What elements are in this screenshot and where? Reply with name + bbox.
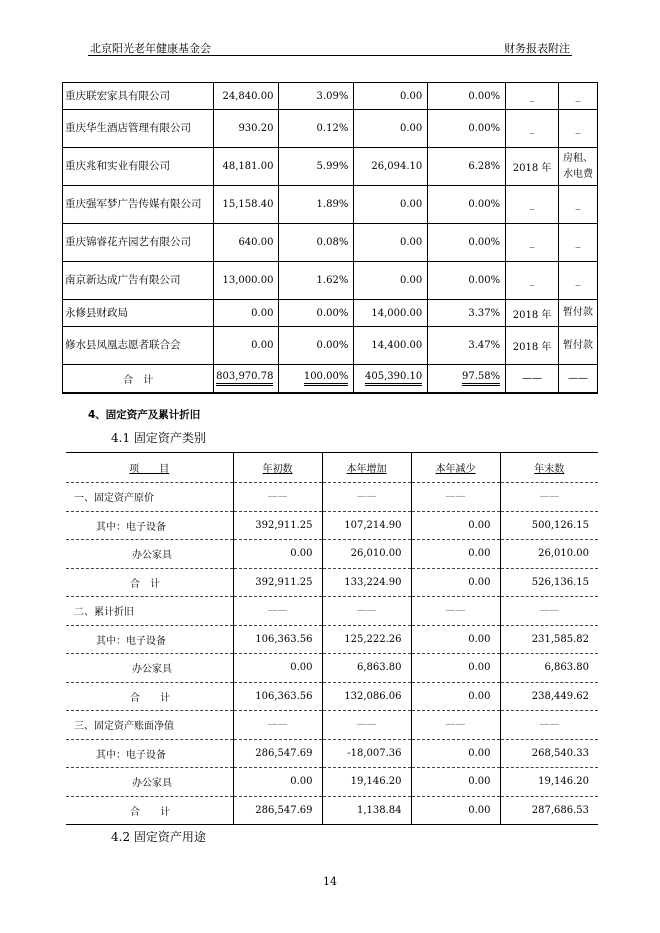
column-header: 项 目: [129, 464, 170, 475]
row-label-cell: 办公家具: [66, 654, 233, 683]
table-row: [66, 711, 598, 740]
ratio-begin-cell: 3.09%: [279, 83, 354, 110]
aging-cell: _: [506, 110, 559, 148]
dash-cell: ——: [500, 711, 598, 740]
row-label-cell: 三、固定资产账面净值: [66, 711, 233, 740]
value-cell: 19,146.20: [500, 768, 598, 797]
column-header-cell: [233, 453, 322, 483]
note-cell: _: [559, 110, 598, 148]
value-cell: 106,363.56: [233, 682, 322, 711]
value-cell: 286,547.69: [233, 739, 322, 768]
value-cell: 6,863.80: [322, 654, 411, 683]
note-cell: _: [559, 262, 598, 300]
value-cell: 287,686.53: [500, 796, 598, 825]
table-row: [63, 300, 598, 327]
ratio-end-cell: 0.00%: [428, 110, 506, 148]
column-header-cell: [411, 453, 500, 483]
amount-end-cell: 14,000.00: [354, 300, 428, 327]
value-cell: 500,126.15: [500, 511, 598, 540]
total-value: 803,970.78: [216, 371, 273, 386]
company-name-cell: 重庆华生酒店管理有限公司: [63, 110, 214, 148]
ratio-end-cell: 0.00%: [428, 262, 506, 300]
aging-cell: _: [506, 224, 559, 262]
amount-begin-cell: 24,840.00: [214, 83, 279, 110]
total-value: 100.00%: [304, 371, 349, 386]
company-name-cell: 南京新达成广告有限公司: [63, 262, 214, 300]
aging-cell: _: [506, 83, 559, 110]
row-label-cell: 办公家具: [66, 540, 233, 569]
section-4-2-heading: 4.2 固定资产用途: [111, 830, 206, 844]
table-row: [66, 682, 598, 711]
total-dash-cell: ——: [506, 365, 559, 393]
aging-cell: 2018 年: [506, 327, 559, 365]
ratio-begin-cell: 0.00%: [279, 300, 354, 327]
table-row: [66, 625, 598, 654]
aging-cell: _: [506, 262, 559, 300]
total-value-cell: [279, 365, 354, 393]
amount-begin-cell: 0.00: [214, 300, 279, 327]
ratio-end-cell: 3.47%: [428, 327, 506, 365]
row-label-cell: 合 计: [66, 796, 233, 825]
row-label-cell: 办公家具: [66, 768, 233, 797]
value-cell: 26,010.00: [500, 540, 598, 569]
value-cell: 107,214.90: [322, 511, 411, 540]
table-row: [63, 148, 598, 186]
value-cell: 0.00: [411, 739, 500, 768]
value-cell: 392,911.25: [233, 568, 322, 597]
value-cell: 286,547.69: [233, 796, 322, 825]
table-row: [66, 568, 598, 597]
total-value-cell: [214, 365, 279, 393]
ratio-begin-cell: 1.89%: [279, 186, 354, 224]
column-header-cell: [500, 453, 598, 483]
dash-cell: ——: [411, 711, 500, 740]
company-name-cell: 重庆强军梦广告传媒有限公司: [63, 186, 214, 224]
dash-cell: ——: [233, 597, 322, 626]
table-row: [66, 540, 598, 569]
fixed-asset-category-table: [66, 452, 598, 825]
value-cell: 0.00: [233, 540, 322, 569]
value-cell: 0.00: [411, 768, 500, 797]
column-header: 本年增加: [346, 464, 387, 475]
value-cell: 268,540.33: [500, 739, 598, 768]
row-label-cell: 其中：电子设备: [66, 511, 233, 540]
amount-end-cell: 0.00: [354, 262, 428, 300]
dash-cell: ——: [322, 711, 411, 740]
company-name-cell: 重庆兆和实业有限公司: [63, 148, 214, 186]
value-cell: 0.00: [411, 625, 500, 654]
value-cell: 0.00: [411, 796, 500, 825]
receivables-detail-table: [62, 82, 598, 394]
value-cell: 0.00: [411, 654, 500, 683]
value-cell: 106,363.56: [233, 625, 322, 654]
amount-begin-cell: 640.00: [214, 224, 279, 262]
aging-cell: _: [506, 186, 559, 224]
value-cell: 0.00: [411, 511, 500, 540]
ratio-end-cell: 0.00%: [428, 224, 506, 262]
total-value-cell: [354, 365, 428, 393]
company-name-cell: 重庆联宏家具有限公司: [63, 83, 214, 110]
value-cell: -18,007.36: [322, 739, 411, 768]
column-header-cell: [322, 453, 411, 483]
dash-cell: ——: [322, 483, 411, 512]
amount-end-cell: 14,400.00: [354, 327, 428, 365]
note-cell: 暂付款: [559, 327, 598, 365]
amount-begin-cell: 930.20: [214, 110, 279, 148]
header-rule: [88, 55, 572, 56]
dash-cell: ——: [500, 483, 598, 512]
value-cell: 26,010.00: [322, 540, 411, 569]
amount-end-cell: 26,094.10: [354, 148, 428, 186]
header-org-name: 北京阳光老年健康基金会: [90, 42, 211, 55]
amount-end-cell: 0.00: [354, 186, 428, 224]
row-label-cell: 二、累计折旧: [66, 597, 233, 626]
ratio-end-cell: 3.37%: [428, 300, 506, 327]
value-cell: 0.00: [233, 768, 322, 797]
table-row: [63, 110, 598, 148]
value-cell: 19,146.20: [322, 768, 411, 797]
aging-cell: 2018 年: [506, 148, 559, 186]
column-header: 本年减少: [435, 464, 476, 475]
amount-end-cell: 0.00: [354, 224, 428, 262]
table-row: [63, 83, 598, 110]
table-row: [66, 739, 598, 768]
company-name-cell: 永修县财政局: [63, 300, 214, 327]
table-row: [63, 224, 598, 262]
amount-begin-cell: 0.00: [214, 327, 279, 365]
ratio-begin-cell: 0.12%: [279, 110, 354, 148]
note-cell: _: [559, 83, 598, 110]
value-cell: 132,086.06: [322, 682, 411, 711]
ratio-begin-cell: 0.00%: [279, 327, 354, 365]
note-cell: _: [559, 186, 598, 224]
amount-end-cell: 0.00: [354, 110, 428, 148]
ratio-end-cell: 6.28%: [428, 148, 506, 186]
table-row: [66, 483, 598, 512]
total-value: 97.58%: [462, 371, 500, 386]
table-row: [66, 511, 598, 540]
section-4-1-heading: 4.1 固定资产类别: [111, 431, 206, 445]
company-name-cell: 重庆锦睿花卉园艺有限公司: [63, 224, 214, 262]
table-row: [63, 327, 598, 365]
ratio-begin-cell: 0.08%: [279, 224, 354, 262]
column-header: 年初数: [262, 464, 293, 475]
amount-begin-cell: 48,181.00: [214, 148, 279, 186]
dash-cell: ——: [411, 483, 500, 512]
value-cell: 125,222.26: [322, 625, 411, 654]
value-cell: 0.00: [233, 654, 322, 683]
value-cell: 0.00: [411, 540, 500, 569]
amount-end-cell: 0.00: [354, 83, 428, 110]
ratio-end-cell: 0.00%: [428, 186, 506, 224]
dash-cell: ——: [500, 597, 598, 626]
column-header-cell: [66, 453, 233, 483]
total-label-cell: 合 计: [63, 365, 214, 393]
header-section-title: 财务报表附注: [504, 42, 570, 55]
row-label-cell: 一、固定资产原价: [66, 483, 233, 512]
ratio-begin-cell: 5.99%: [279, 148, 354, 186]
table-row: [66, 654, 598, 683]
dash-cell: ——: [233, 711, 322, 740]
ratio-end-cell: 0.00%: [428, 83, 506, 110]
ratio-begin-cell: 1.62%: [279, 262, 354, 300]
total-row: [63, 365, 598, 393]
amount-begin-cell: 13,000.00: [214, 262, 279, 300]
amount-begin-cell: 15,158.40: [214, 186, 279, 224]
row-label-cell: 其中：电子设备: [66, 625, 233, 654]
table-row: [66, 768, 598, 797]
value-cell: 238,449.62: [500, 682, 598, 711]
row-label-cell: 其中：电子设备: [66, 739, 233, 768]
column-header: 年末数: [534, 464, 565, 475]
table-row: [66, 597, 598, 626]
total-value: 405,390.10: [365, 371, 422, 386]
value-cell: 6,863.80: [500, 654, 598, 683]
note-cell: 房租、水电费: [559, 148, 598, 186]
row-label-cell: 合 计: [66, 568, 233, 597]
total-value-cell: [428, 365, 506, 393]
value-cell: 1,138.84: [322, 796, 411, 825]
dash-cell: ——: [233, 483, 322, 512]
row-label-cell: 合 计: [66, 682, 233, 711]
aging-cell: 2018 年: [506, 300, 559, 327]
total-dash-cell: ——: [559, 365, 598, 393]
value-cell: 0.00: [411, 568, 500, 597]
note-cell: _: [559, 224, 598, 262]
dash-cell: ——: [411, 597, 500, 626]
dash-cell: ——: [322, 597, 411, 626]
company-name-cell: 修水县凤凰志愿者联合会: [63, 327, 214, 365]
table-row: [66, 796, 598, 825]
value-cell: 392,911.25: [233, 511, 322, 540]
value-cell: 133,224.90: [322, 568, 411, 597]
note-cell: 暂付款: [559, 300, 598, 327]
section-4-heading: 4、固定资产及累计折旧: [88, 409, 201, 421]
page-header: [88, 38, 572, 56]
page-number: 14: [323, 875, 337, 888]
value-cell: 526,136.15: [500, 568, 598, 597]
table-row: [63, 262, 598, 300]
value-cell: 231,585.82: [500, 625, 598, 654]
table-row: [63, 186, 598, 224]
value-cell: 0.00: [411, 682, 500, 711]
table-header-row: [66, 453, 598, 483]
